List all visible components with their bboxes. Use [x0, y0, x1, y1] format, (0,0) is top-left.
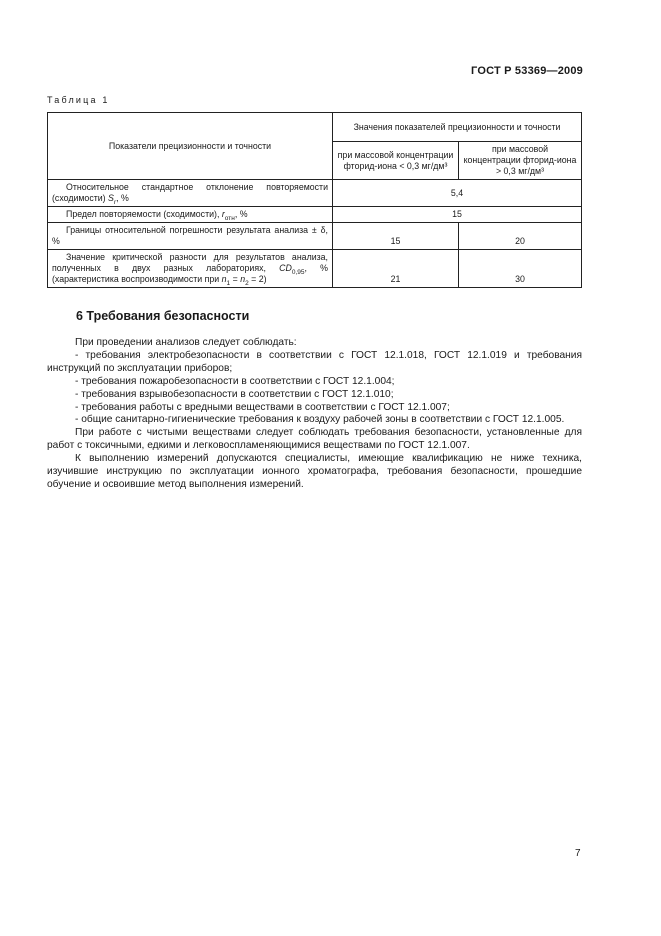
- paragraph: При работе с чистыми веществами следует соблюдать требования безопасности, установленные для работ с токсичными, едкими и легковоспламеняющимися веществами по ГОСТ 12.1.007.: [47, 427, 582, 452]
- row-label: Относительное стандартное отклонение повторяемости (сходимости) $S_r$, %: [48, 180, 333, 207]
- table-row: [48, 250, 582, 288]
- row-value: 5,4: [333, 180, 582, 207]
- paragraph: При проведении анализов следует соблюдать:: [75, 337, 297, 348]
- row-label: Границы относительной погрешности результата анализа ± δ, %: [48, 223, 333, 250]
- column-group-header: Значения показателей прецизионности и точности: [333, 113, 582, 142]
- subheader-low-concentration: при массовой концентрации фторид-иона < 0,3 мг/дм³: [333, 142, 459, 180]
- row-value-high: 30: [459, 250, 582, 288]
- table-row: [48, 207, 582, 223]
- list-item: - требования электробезопасности в соответствии с ГОСТ 12.1.018, ГОСТ 12.1.019 и требования инструкций по эксплуатации приборов;: [47, 349, 582, 374]
- section-title: 6 Требования безопасности: [76, 309, 250, 323]
- row-value-low: 15: [333, 223, 459, 250]
- document-code: ГОСТ Р 53369—2009: [471, 65, 583, 77]
- table-row: [48, 180, 582, 207]
- list-item: - требования работы с вредными веществами в соответствии с ГОСТ 12.1.007;: [75, 401, 450, 413]
- row-value-low: 21: [333, 250, 459, 288]
- table-caption: Таблица 1: [47, 95, 110, 105]
- row-value: 15: [333, 207, 582, 223]
- row-label: Предел повторяемости (сходимости), $r_{отн}$, %: [48, 207, 333, 223]
- paragraph: К выполнению измерений допускаются специалисты, имеющие квалификацию не ниже техника, изучившие инструкцию по эксплуатации ионного хроматографа, требования безопасности, прошедшие обучение и освоившие метод выполнения измерений.: [47, 453, 582, 490]
- row-value-high: 20: [459, 223, 582, 250]
- row-label: Значение критической разности для результатов анализа, полученных в двух разных лабораториях, $CD_{0,95}$, % (характеристика воспроизводимости при $n_1 = n_2 = 2$): [48, 250, 333, 288]
- subheader-high-concentration: при массовой концентрации фторид-иона > 0,3 мг/дм³: [459, 142, 582, 180]
- list-item: - требования пожаробезопасности в соответствии с ГОСТ 12.1.004;: [75, 375, 395, 387]
- table-row: [48, 223, 582, 250]
- list-item: - требования взрывобезопасности в соответствии с ГОСТ 12.1.010;: [75, 388, 394, 400]
- page-number: 7: [575, 848, 581, 859]
- list-item: - общие санитарно-гигиенические требования к воздуху рабочей зоны в соответствии с ГОСТ 12.1.005.: [75, 414, 565, 426]
- precision-table: [47, 112, 582, 288]
- section-body: [47, 337, 582, 492]
- column-header-indicators: Показатели прецизионности и точности: [48, 113, 333, 180]
